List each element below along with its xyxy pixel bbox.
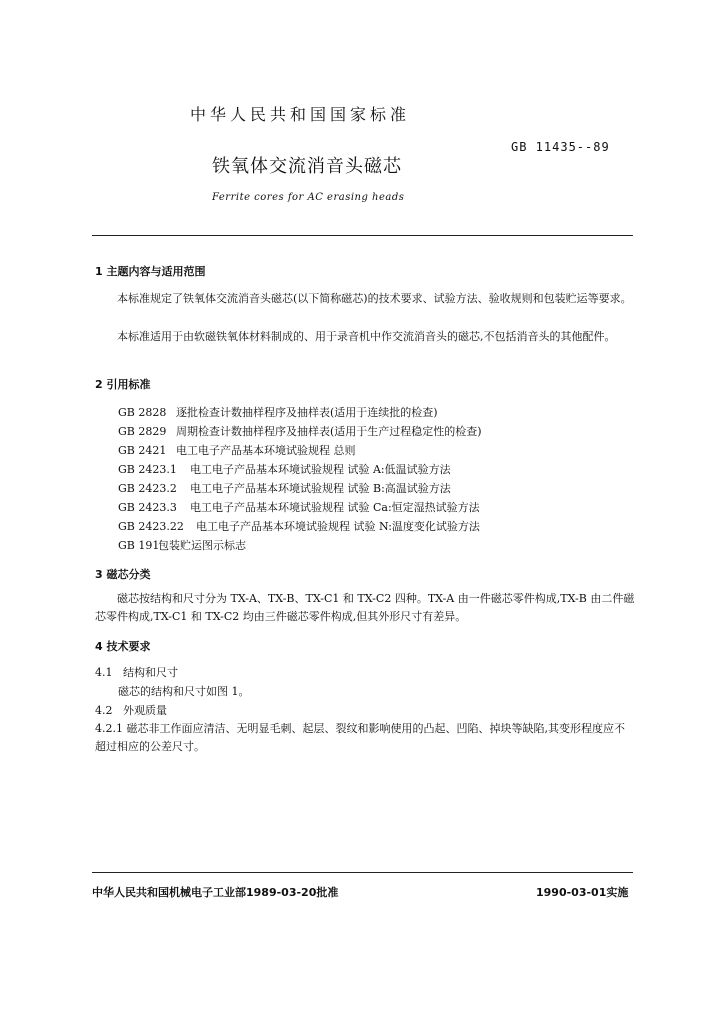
- issuing-authority: 中华人民共和国国家标准: [190, 105, 411, 124]
- reference-item: GB 2421 电工电子产品基本环境试验规程 总则: [118, 444, 356, 457]
- section-3-heading: 3 磁芯分类: [95, 568, 151, 581]
- reference-item: GB 2423.1 电工电子产品基本环境试验规程 试验 A:低温试验方法: [118, 463, 451, 476]
- section-1-paragraph-2: 本标准适用于由软磁铁氧体材料制成的、用于录音机中作交流消音头的磁芯,不包括消音头的其他配件。: [117, 330, 616, 343]
- approval-date: 中华人民共和国机械电子工业部1989-03-20批准: [92, 886, 339, 899]
- document-title-english: Ferrite cores for AC erasing heads: [212, 192, 405, 203]
- footer-divider: [92, 872, 633, 873]
- section-4-heading: 4 技术要求: [95, 640, 151, 653]
- reference-item: GB 2828 逐批检查计数抽样程序及抽样表(适用于连续批的检查): [118, 406, 438, 419]
- section-3-paragraph: 磁芯按结构和尺寸分为 TX-A、TX-B、TX-C1 和 TX-C2 四种。TX-A 由一件磁芯零件构成,TX-B 由二件磁芯零件构成,TX-C1 和 TX-C2 均由三件磁芯零件构成,但其外形尺寸有差异。: [95, 592, 635, 623]
- standard-code: GB 11435--89: [511, 140, 610, 154]
- reference-item: GB 2423.22 电工电子产品基本环境试验规程 试验 N:温度变化试验方法: [118, 520, 480, 533]
- subsection-4-2-heading: 4.2 外观质量: [95, 704, 167, 717]
- section-1-paragraph-1: 本标准规定了铁氧体交流消音头磁芯(以下简称磁芯)的技术要求、试验方法、验收规则和包装贮运等要求。: [117, 292, 632, 305]
- reference-item: GB 2829 周期检查计数抽样程序及抽样表(适用于生产过程稳定性的检查): [118, 425, 482, 438]
- section-2-heading: 2 引用标准: [95, 378, 151, 391]
- reference-item: GB 2423.2 电工电子产品基本环境试验规程 试验 B:高温试验方法: [118, 482, 451, 495]
- document-title: 铁氧体交流消音头磁芯: [212, 156, 402, 177]
- header-divider: [92, 235, 633, 236]
- reference-item: GB 191包装贮运图示标志: [118, 539, 246, 552]
- subsection-4-2-1-paragraph: 4.2.1 磁芯非工作面应清洁、无明显毛刺、起层、裂纹和影响使用的凸起、凹陷、掉块等缺陷,其变形程度应不超过相应的公差尺寸。: [95, 722, 625, 753]
- reference-item: GB 2423.3 电工电子产品基本环境试验规程 试验 Ca:恒定湿热试验方法: [118, 501, 480, 514]
- effective-date: 1990-03-01实施: [536, 886, 629, 899]
- section-1-heading: 1 主题内容与适用范围: [95, 265, 206, 278]
- subsection-4-1-heading: 4.1 结构和尺寸: [95, 666, 178, 679]
- subsection-4-1-text: 磁芯的结构和尺寸如图 1。: [118, 685, 250, 698]
